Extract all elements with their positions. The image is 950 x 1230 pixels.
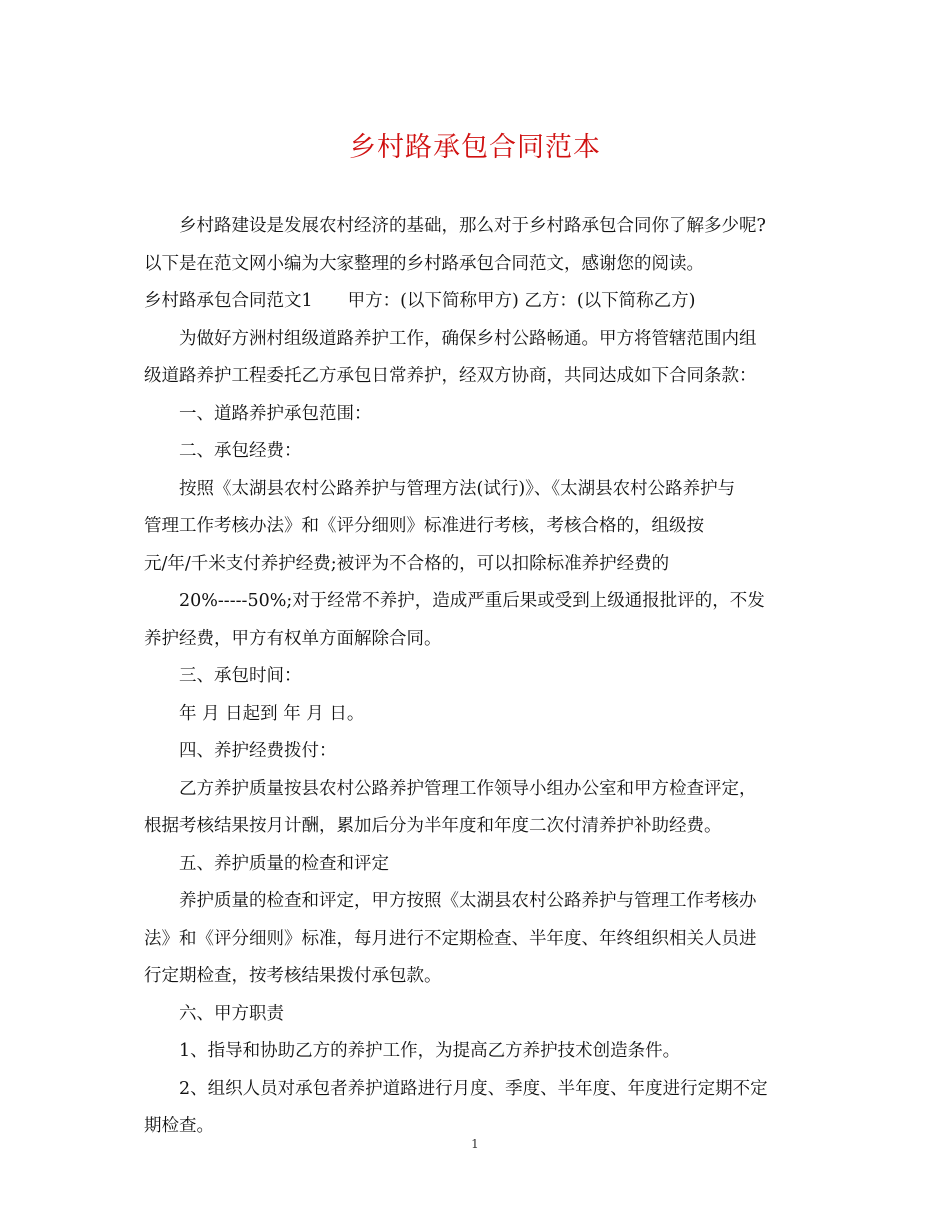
body-line-1: 乡村路建设是发展农村经济的基础，那么对于乡村路承包合同你了解多少呢? [179,216,766,236]
section-heading-3: 三、承包时间： [179,666,302,686]
body-line-24: 2、组织人员对承包者养护道路进行月度、季度、半年度、年度进行定期不定 [179,1078,768,1099]
section-heading-1: 一、道路养护承包范围： [179,403,372,424]
body-line-14: 年 月 日起到 年 月 日。 [179,703,365,724]
body-line-17: 根据考核结果按月计酬，累加后分为半年度和年度二次付清养护补助经费。 [144,816,722,836]
body-line-3: 乡村路承包合同范文1 甲方：(以下简称甲方) 乙方：(以下简称乙方) [144,291,696,311]
document-title: 乡村路承包合同范本 [349,132,601,163]
section-heading-2: 二、承包经费： [179,441,302,461]
body-line-20: 法》和《评分细则》标准，每月进行不定期检查、半年度、年终组织相关人员进 [144,928,757,949]
body-line-8: 按照《太湖县农村公路养护与管理方法(试行)》、《太湖县农村公路养护与 [179,478,736,499]
body-line-16: 乙方养护质量按县农村公路养护管理工作领导小组办公室和甲方检查评定， [179,778,757,799]
body-line-25: 期检查。 [144,1116,214,1136]
document-body [144,208,810,1146]
section-heading-6: 六、甲方职责 [179,1003,284,1024]
body-line-19: 养护质量的检查和评定，甲方按照《太湖县农村公路养护与管理工作考核办 [179,891,757,911]
body-line-2: 以下是在范文网小编为大家整理的乡村路承包合同范文，感谢您的阅读。 [144,253,704,274]
section-heading-4: 四、养护经费拨付： [179,741,337,761]
body-line-5: 级道路养护工程委托乙方承包日常养护，经双方协商，共同达成如下合同条款： [144,366,757,386]
page-number: 1 [471,1137,479,1151]
body-line-12: 养护经费，甲方有权单方面解除合同。 [144,628,442,649]
body-line-21: 行定期检查，按考核结果拨付承包款。 [144,966,442,986]
body-line-11: 20%-----50%;对于经常不养护，造成严重后果或受到上级通报批评的，不发 [179,591,765,611]
body-line-4: 为做好方洲村组级道路养护工作，确保乡村公路畅通。甲方将管辖范围内组 [179,328,757,349]
section-heading-5: 五、养护质量的检查和评定 [179,853,389,874]
body-line-10: 元/年/千米支付养护经费;被评为不合格的，可以扣除标准养护经费的 [144,553,670,574]
body-line-9: 管理工作考核办法》和《评分细则》标准进行考核，考核合格的，组级按 [144,516,704,536]
body-line-23: 1、指导和协助乙方的养护工作，为提高乙方养护技术创造条件。 [179,1041,681,1061]
